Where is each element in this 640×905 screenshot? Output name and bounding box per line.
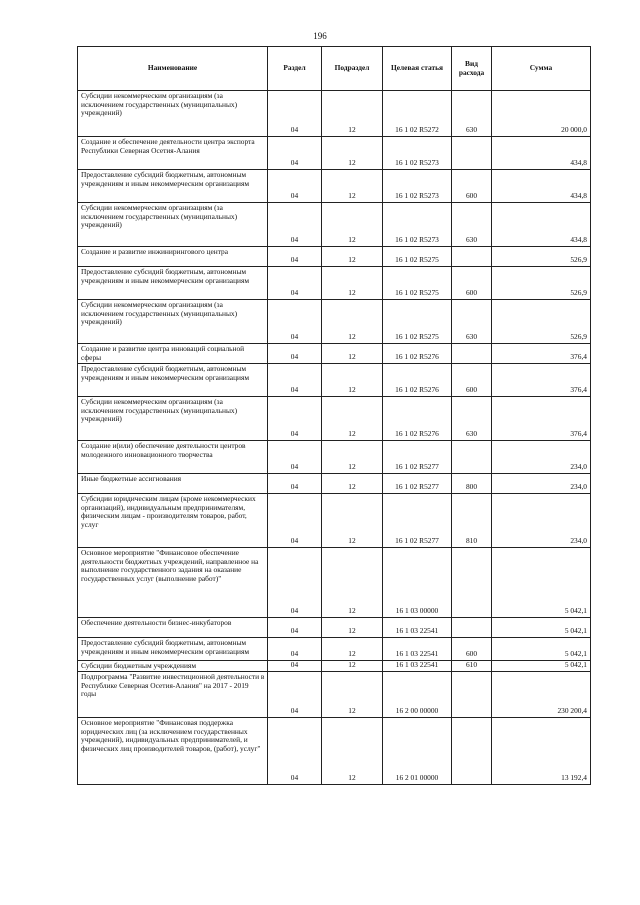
cell-summa: 376,4 <box>492 397 591 441</box>
cell-vid: 630 <box>452 300 492 344</box>
cell-podrazdel: 12 <box>322 441 383 474</box>
cell-name: Обеспечение деятельности бизнес-инкубаторов <box>78 618 268 638</box>
cell-razdel: 04 <box>268 91 322 137</box>
cell-name: Основное мероприятие "Финансовое обеспечение деятельности бюджетных учреждений, направленное на выполнение государственного задания на оказание государственных услуг (выполнение работ)" <box>78 548 268 618</box>
cell-razdel: 04 <box>268 364 322 397</box>
cell-summa: 5 042,1 <box>492 638 591 661</box>
cell-summa: 234,0 <box>492 494 591 548</box>
cell-vid: 800 <box>452 474 492 494</box>
cell-vid: 630 <box>452 203 492 247</box>
cell-vid <box>452 247 492 267</box>
header-summa: Сумма <box>492 47 591 91</box>
cell-razdel: 04 <box>268 267 322 300</box>
cell-name: Субсидии бюджетным учреждениям <box>78 661 268 672</box>
cell-vid <box>452 548 492 618</box>
budget-table <box>77 46 591 785</box>
cell-vid: 610 <box>452 661 492 672</box>
cell-name: Иные бюджетные ассигнования <box>78 474 268 494</box>
cell-name: Предоставление субсидий бюджетным, автономным учреждениям и иным некоммерческим организациям <box>78 267 268 300</box>
cell-name: Предоставление субсидий бюджетным, автономным учреждениям и иным некоммерческим организациям <box>78 364 268 397</box>
cell-podrazdel: 12 <box>322 344 383 364</box>
cell-vid: 600 <box>452 364 492 397</box>
cell-razdel: 04 <box>268 548 322 618</box>
cell-statya: 16 1 02 R5275 <box>383 300 452 344</box>
cell-statya: 16 1 02 R5272 <box>383 91 452 137</box>
table-row <box>78 397 591 441</box>
header-vid: Вид расхода <box>452 47 492 91</box>
table-row <box>78 364 591 397</box>
cell-razdel: 04 <box>268 344 322 364</box>
table-row <box>78 441 591 474</box>
cell-vid <box>452 718 492 785</box>
cell-statya: 16 1 03 22541 <box>383 661 452 672</box>
table-row <box>78 474 591 494</box>
cell-vid: 630 <box>452 91 492 137</box>
cell-vid: 600 <box>452 638 492 661</box>
cell-summa: 526,9 <box>492 247 591 267</box>
cell-name: Субсидии юридическим лицам (кроме некоммерческих организаций), индивидуальным предпринимателям, физическим лицам - производителям товаров, работ, услуг <box>78 494 268 548</box>
cell-razdel: 04 <box>268 300 322 344</box>
cell-podrazdel: 12 <box>322 267 383 300</box>
cell-summa: 5 042,1 <box>492 661 591 672</box>
table-row <box>78 661 591 672</box>
cell-name: Создание и развитие центра инноваций социальной сферы <box>78 344 268 364</box>
cell-podrazdel: 12 <box>322 247 383 267</box>
cell-razdel: 04 <box>268 638 322 661</box>
cell-vid: 600 <box>452 267 492 300</box>
cell-name: Создание и обеспечение деятельности центра экспорта Республики Северная Осетия-Алания <box>78 137 268 170</box>
cell-statya: 16 1 02 R5276 <box>383 344 452 364</box>
cell-summa: 434,8 <box>492 137 591 170</box>
cell-podrazdel: 12 <box>322 397 383 441</box>
cell-name: Субсидии некоммерческим организациям (за исключением государственных (муниципальных) учреждений) <box>78 203 268 247</box>
cell-summa: 234,0 <box>492 474 591 494</box>
cell-podrazdel: 12 <box>322 672 383 718</box>
cell-razdel: 04 <box>268 618 322 638</box>
cell-razdel: 04 <box>268 661 322 672</box>
cell-podrazdel: 12 <box>322 137 383 170</box>
cell-podrazdel: 12 <box>322 170 383 203</box>
cell-statya: 16 2 00 00000 <box>383 672 452 718</box>
cell-podrazdel: 12 <box>322 718 383 785</box>
table-row <box>78 137 591 170</box>
cell-statya: 16 2 01 00000 <box>383 718 452 785</box>
cell-name: Субсидии некоммерческим организациям (за исключением государственных (муниципальных) учреждений) <box>78 397 268 441</box>
cell-podrazdel: 12 <box>322 638 383 661</box>
cell-name: Субсидии некоммерческим организациям (за исключением государственных (муниципальных) учреждений) <box>78 91 268 137</box>
table-row <box>78 718 591 785</box>
cell-summa: 20 000,0 <box>492 91 591 137</box>
cell-razdel: 04 <box>268 494 322 548</box>
table-row <box>78 548 591 618</box>
table-row <box>78 203 591 247</box>
cell-summa: 234,0 <box>492 441 591 474</box>
cell-summa: 434,8 <box>492 203 591 247</box>
cell-razdel: 04 <box>268 718 322 785</box>
cell-razdel: 04 <box>268 203 322 247</box>
cell-vid: 630 <box>452 397 492 441</box>
cell-statya: 16 1 02 R5277 <box>383 474 452 494</box>
cell-vid <box>452 672 492 718</box>
header-podrazdel: Подраздел <box>322 47 383 91</box>
cell-vid <box>452 137 492 170</box>
header-name: Наименование <box>78 47 268 91</box>
cell-summa: 526,9 <box>492 300 591 344</box>
cell-statya: 16 1 02 R5277 <box>383 441 452 474</box>
page-number: 196 <box>313 31 327 41</box>
cell-razdel: 04 <box>268 397 322 441</box>
cell-razdel: 04 <box>268 137 322 170</box>
cell-summa: 230 200,4 <box>492 672 591 718</box>
cell-podrazdel: 12 <box>322 661 383 672</box>
cell-vid <box>452 441 492 474</box>
cell-statya: 16 1 02 R5273 <box>383 203 452 247</box>
cell-statya: 16 1 02 R5277 <box>383 494 452 548</box>
cell-name: Субсидии некоммерческим организациям (за исключением государственных (муниципальных) учреждений) <box>78 300 268 344</box>
cell-razdel: 04 <box>268 672 322 718</box>
header-razdel: Раздел <box>268 47 322 91</box>
cell-summa: 526,9 <box>492 267 591 300</box>
cell-vid <box>452 344 492 364</box>
table-row <box>78 247 591 267</box>
table-row <box>78 300 591 344</box>
cell-razdel: 04 <box>268 441 322 474</box>
table-row <box>78 618 591 638</box>
table-row <box>78 672 591 718</box>
cell-podrazdel: 12 <box>322 300 383 344</box>
cell-podrazdel: 12 <box>322 494 383 548</box>
cell-statya: 16 1 02 R5276 <box>383 397 452 441</box>
header-statya: Целевая статья <box>383 47 452 91</box>
cell-podrazdel: 12 <box>322 203 383 247</box>
cell-summa: 5 042,1 <box>492 548 591 618</box>
cell-podrazdel: 12 <box>322 474 383 494</box>
cell-statya: 16 1 03 22541 <box>383 618 452 638</box>
cell-summa: 434,8 <box>492 170 591 203</box>
cell-razdel: 04 <box>268 247 322 267</box>
table-row <box>78 344 591 364</box>
cell-name: Предоставление субсидий бюджетным, автономным учреждениям и иным некоммерческим организациям <box>78 638 268 661</box>
cell-name: Создание и развитие инжинирингового центра <box>78 247 268 267</box>
cell-statya: 16 1 03 22541 <box>383 638 452 661</box>
table-header-row <box>78 47 591 91</box>
cell-statya: 16 1 02 R5273 <box>383 170 452 203</box>
cell-statya: 16 1 02 R5276 <box>383 364 452 397</box>
cell-podrazdel: 12 <box>322 91 383 137</box>
cell-statya: 16 1 02 R5275 <box>383 247 452 267</box>
cell-summa: 5 042,1 <box>492 618 591 638</box>
cell-statya: 16 1 02 R5275 <box>383 267 452 300</box>
table-row <box>78 638 591 661</box>
cell-podrazdel: 12 <box>322 618 383 638</box>
table-row <box>78 494 591 548</box>
table-row <box>78 170 591 203</box>
table-row <box>78 91 591 137</box>
cell-razdel: 04 <box>268 474 322 494</box>
cell-razdel: 04 <box>268 170 322 203</box>
table-row <box>78 267 591 300</box>
cell-name: Предоставление субсидий бюджетным, автономным учреждениям и иным некоммерческим организациям <box>78 170 268 203</box>
cell-vid: 600 <box>452 170 492 203</box>
cell-vid <box>452 618 492 638</box>
cell-vid: 810 <box>452 494 492 548</box>
cell-name: Создание и(или) обеспечение деятельности центров молодежного инновационного творчества <box>78 441 268 474</box>
cell-name: Подпрограмма "Развитие инвестиционной деятельности в Республике Северная Осетия-Алания" на 2017 - 2019 годы <box>78 672 268 718</box>
cell-name: Основное мероприятие "Финансовая поддержка юридических лиц (за исключением государственных учреждений), индивидуальных предпринимателей, и физических лиц производителей товаров, (работ), услуг" <box>78 718 268 785</box>
cell-podrazdel: 12 <box>322 548 383 618</box>
cell-summa: 376,4 <box>492 344 591 364</box>
cell-statya: 16 1 03 00000 <box>383 548 452 618</box>
cell-podrazdel: 12 <box>322 364 383 397</box>
cell-statya: 16 1 02 R5273 <box>383 137 452 170</box>
cell-summa: 13 192,4 <box>492 718 591 785</box>
cell-summa: 376,4 <box>492 364 591 397</box>
